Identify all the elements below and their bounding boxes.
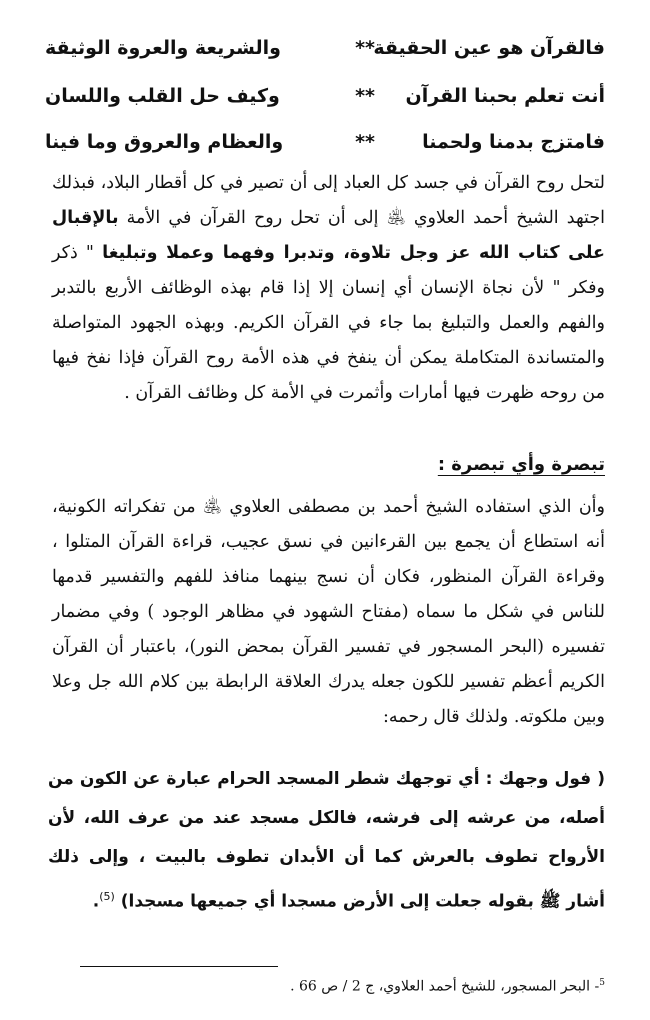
poem-line-1 xyxy=(45,28,605,68)
footnote-reference: (5) xyxy=(99,890,115,903)
poem-line-2-second-hemistich: وكيف حل القلب واللسان xyxy=(45,85,280,107)
quote-text: ( فول وجهك : أي توجهك شطر المسجد الحرام عبارة عن الكون من أصله، من عرشه إلى فرشه، فالكل مسجد عند من عرف الله، لأن الأرواح تطوف بالعرش كما أن الأبدان تطوف بالبيت ، وإلى ذلك أشار ﷺ بقوله جعلت إلى الأرض مسجدا أي جميعها مسجدا) xyxy=(48,769,605,912)
poem-line-3-first-hemistich: فامتزج بدمنا ولحمنا xyxy=(422,131,605,153)
footnote-separator-line xyxy=(80,966,278,967)
paragraph-1-text-b: " ذكر وفكر " لأن نجاة الإنسان أي إنسان إلا إذا قام بهذه الوظائف الأربع بالتدبر والفهم والعمل والتبليغ بما جاء في القرآن الكريم. وبهذه الجهود المتواصلة والمتساندة المتكاملة يمكن أن ينفخ في هذه الأمة روح القرآن فإذا نفخ فيها من روحه ظهرت فيها أمارات وأثمرت في الأمة كل وظائف القرآن . xyxy=(52,243,605,403)
footnote xyxy=(290,972,605,998)
body-paragraph-2: وأن الذي استفاده الشيخ أحمد بن مصطفى العلاوي ﵁ من تفكراته الكونية، أنه استطاع أن يجمع بين القرءانين في نسق عجيب، قراءة القرآن المتلوا ، وقراءة القرآن المنظور، فكان أن نسج بينهما منافذ للفهم والتفسير قدمها للناس في شكل ما سماه (مفتاح الشهود في مظاهر الوجود ) وفي مضمار تفسيره (البحر المسجور في تفسير القرآن بمحض النور)، باعتبار أن القرآن الكريم أعظم تفسير للكون جعله يدرك العلاقة الرابطة بين كلام الله جل وعلا وبين ملكوته. ولذلك قال رحمه: xyxy=(52,497,605,727)
quote-end: . xyxy=(92,891,100,912)
paragraph-1-text-a: لتحل روح القرآن في جسد كل العباد إلى أن تصير في كل أقطار البلاد، فبذلك اجتهد الشيخ أحمد العلاوي ﵁ إلى أن تحل روح القرآن في الأمة xyxy=(52,173,605,228)
poem-line-2 xyxy=(45,76,605,116)
poem-line-3-separator: ** xyxy=(355,131,375,153)
body-paragraph-1 xyxy=(52,166,605,411)
footnote-number: 5 xyxy=(599,978,605,988)
section-heading: تبصرة وأي تبصرة : xyxy=(437,454,605,475)
poem-line-2-first-hemistich: أنت تعلم بحبنا القرآن xyxy=(405,85,605,107)
poem-line-1-first-hemistich: فالقرآن هو عين الحقيقة xyxy=(373,37,605,59)
footnote-text: - البحر المسجور، للشيخ أحمد العلاوي، ج 2 / ص 66 . xyxy=(290,978,600,995)
poem-line-1-separator: ** xyxy=(355,37,375,59)
poem-line-3 xyxy=(45,122,605,162)
poem-line-2-separator: ** xyxy=(355,85,375,107)
poem-line-1-second-hemistich: والشريعة والعروة الوثيقة xyxy=(45,37,281,59)
paragraph-1-bold-phrase: بالإقبال على كتاب الله عز وجل تلاوة، وتدبرا وفهما وعملا وتبليغا xyxy=(52,208,605,263)
quoted-passage xyxy=(48,760,605,922)
poem-line-3-second-hemistich: والعظام والعروق وما فينا xyxy=(45,131,284,153)
